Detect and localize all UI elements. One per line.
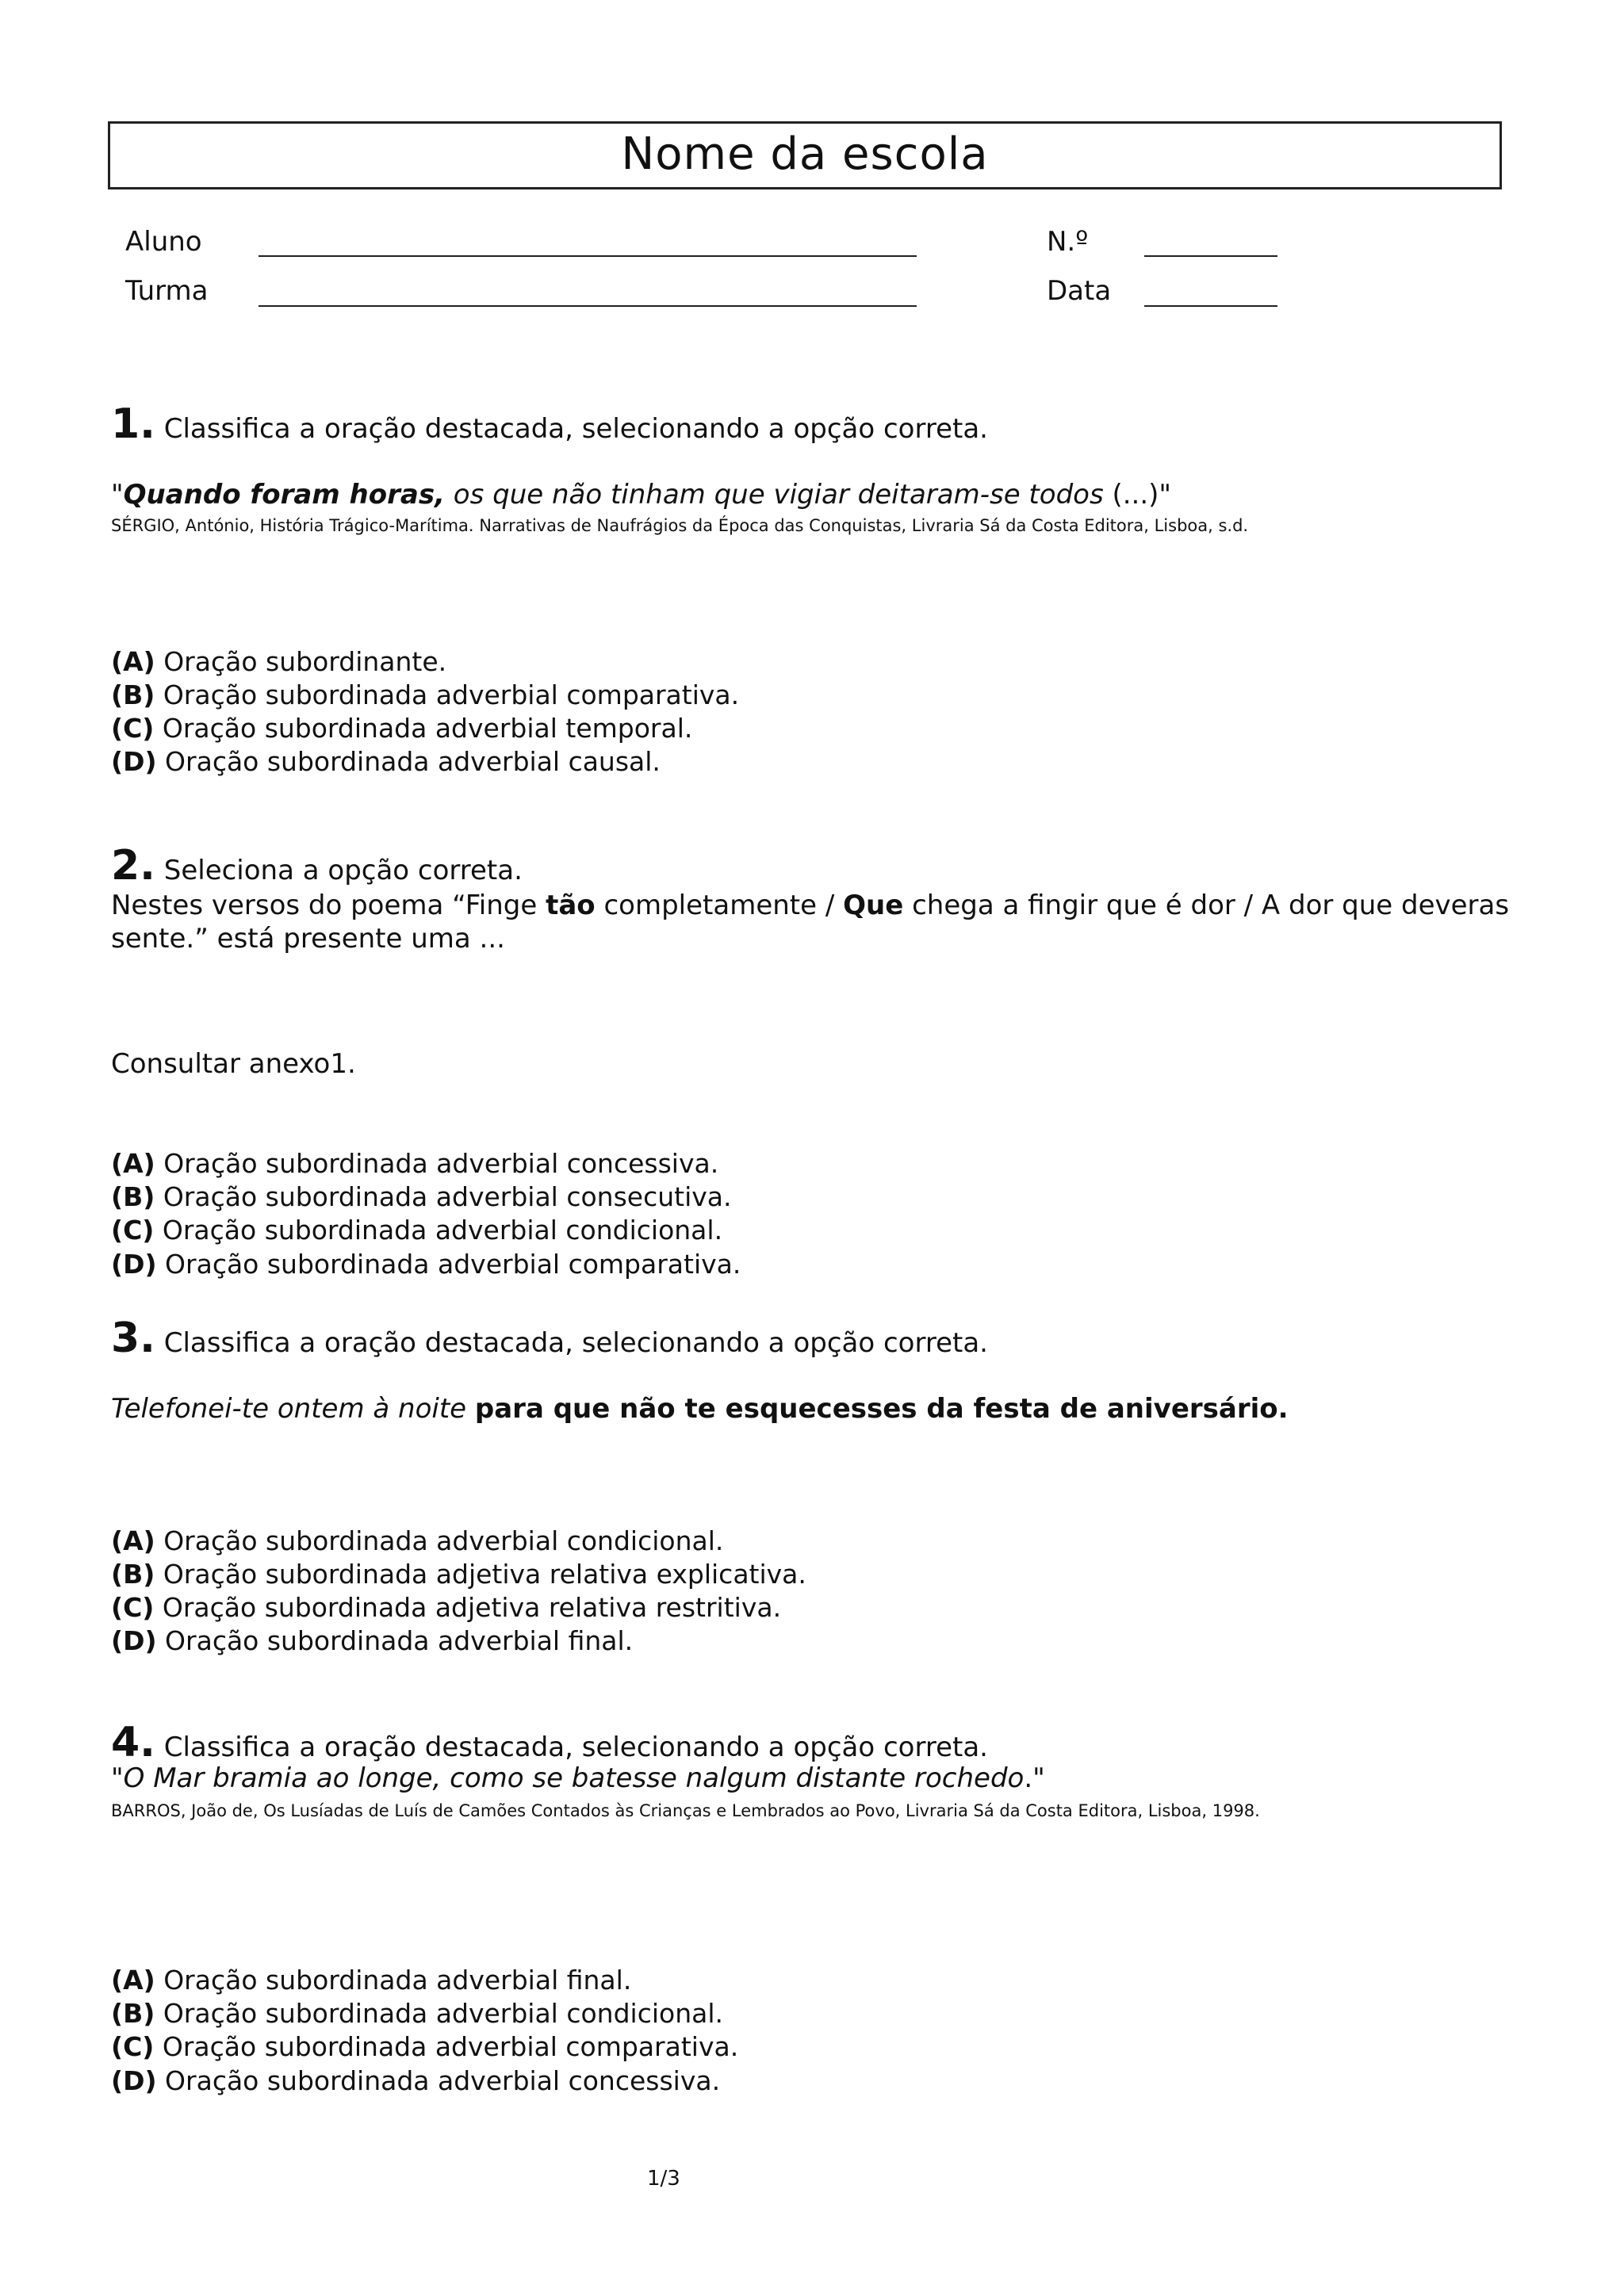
option-text: Oração subordinante. — [155, 646, 447, 677]
question-1-option-d[interactable] — [111, 746, 661, 777]
option-text: Oração subordinada adverbial concessiva. — [156, 2065, 721, 2096]
option-text: Oração subordinada adverbial consecutiva. — [155, 1181, 732, 1212]
option-letter: (D) — [111, 1625, 157, 1656]
question-1-quote — [111, 479, 1171, 511]
question-4-option-c[interactable] — [111, 2031, 738, 2062]
question-2-prompt: Seleciona a opção correta. — [163, 855, 523, 886]
option-letter: (C) — [111, 1215, 155, 1246]
question-4-heading — [111, 1719, 988, 1766]
option-letter: (C) — [111, 1592, 155, 1623]
question-1-number: 1. — [111, 400, 155, 448]
question-1-option-c[interactable] — [111, 713, 692, 744]
highlighted-word: tão — [546, 890, 596, 921]
question-4-quote — [111, 1762, 1045, 1794]
question-1-heading — [111, 400, 988, 448]
question-4-quote-text: O Mar bramia ao longe, como se batesse nalgum distante rochedo — [123, 1762, 1025, 1794]
option-text: Oração subordinada adverbial temporal. — [154, 713, 693, 744]
data-label: Data — [1047, 275, 1112, 307]
highlighted-word: Que — [843, 890, 904, 921]
option-letter: (A) — [111, 1965, 155, 1996]
page-number: 1/3 — [647, 2167, 680, 2191]
question-3-number: 3. — [111, 1314, 155, 1362]
option-letter: (C) — [111, 2031, 155, 2062]
option-text: Oração subordinada adverbial concessiva. — [155, 1148, 719, 1179]
option-letter: (B) — [111, 1559, 155, 1590]
quote-mark: " — [111, 1762, 124, 1794]
option-letter: (D) — [111, 746, 157, 777]
question-3-highlighted-clause: para que não te esquecesses da festa de aniversário. — [474, 1393, 1289, 1425]
numero-label: N.º — [1047, 226, 1089, 258]
question-4-option-d[interactable] — [111, 2065, 720, 2096]
question-3-option-c[interactable] — [111, 1592, 781, 1623]
question-1-option-a[interactable] — [111, 646, 446, 677]
quote-mark: " — [111, 479, 124, 511]
question-1-quote-rest: os que não tinham que vigiar deitaram-se todos — [444, 479, 1104, 511]
option-text: Oração subordinada adverbial final. — [156, 1625, 634, 1656]
question-4-quote-end: ." — [1024, 1762, 1045, 1794]
question-2-heading — [111, 842, 523, 890]
option-text: Oração subordinada adverbial condicional. — [154, 1215, 723, 1246]
numero-field-line[interactable] — [1144, 255, 1277, 257]
question-1-highlighted-clause: Quando foram horas, — [123, 479, 445, 511]
question-1-option-b[interactable] — [111, 679, 739, 710]
question-2-text-line-2: sente.” está presente uma ... — [111, 923, 505, 955]
option-letter: (C) — [111, 713, 155, 744]
option-text: Oração subordinada adverbial comparativa. — [154, 2031, 739, 2062]
option-letter: (A) — [111, 1148, 155, 1179]
question-3-option-d[interactable] — [111, 1625, 633, 1656]
text-segment: chega a fingir que é dor / A dor que deveras — [903, 890, 1510, 921]
option-letter: (A) — [111, 646, 155, 677]
option-text: Oração subordinada adverbial condicional. — [155, 1998, 723, 2029]
aluno-field-line[interactable] — [259, 255, 917, 257]
question-2-option-d[interactable] — [111, 1249, 741, 1280]
option-text: Oração subordinada adverbial condicional. — [155, 1525, 724, 1556]
option-text: Oração subordinada adjetiva relativa explicativa. — [155, 1559, 806, 1590]
question-3-option-a[interactable] — [111, 1525, 723, 1556]
option-letter: (D) — [111, 1249, 157, 1280]
option-text: Oração subordinada adjetiva relativa restritiva. — [154, 1592, 782, 1623]
question-3-heading — [111, 1314, 988, 1362]
option-letter: (B) — [111, 1181, 155, 1212]
question-3-prompt: Classifica a oração destacada, selecionando a opção correta. — [163, 1327, 988, 1359]
question-2-option-a[interactable] — [111, 1148, 718, 1179]
question-4-option-a[interactable] — [111, 1965, 631, 1996]
option-letter: (A) — [111, 1525, 155, 1556]
option-letter: (B) — [111, 1998, 155, 2029]
question-3-sentence — [111, 1393, 1289, 1425]
question-1-source: SÉRGIO, António, História Trágico-Marítima. Narrativas de Naufrágios da Época das Conquistas, Livraria Sá da Costa Editora, Lisboa, s.d. — [111, 516, 1249, 535]
question-1-quote-end: (...)" — [1103, 479, 1172, 511]
school-name: Nome da escola — [621, 128, 989, 180]
option-letter: (D) — [111, 2065, 157, 2096]
option-text: Oração subordinada adverbial comparativa. — [156, 1249, 741, 1280]
question-1-prompt: Classifica a oração destacada, selecionando a opção correta. — [163, 413, 988, 445]
question-4-number: 4. — [111, 1719, 155, 1766]
question-2-text-line-1 — [111, 890, 1509, 921]
turma-label: Turma — [125, 275, 209, 307]
question-3-option-b[interactable] — [111, 1559, 806, 1590]
turma-field-line[interactable] — [259, 305, 917, 307]
text-segment: completamente / — [595, 890, 844, 921]
option-text: Oração subordinada adverbial final. — [155, 1965, 632, 1996]
option-letter: (B) — [111, 679, 155, 710]
question-2-number: 2. — [111, 842, 155, 890]
data-field-line[interactable] — [1144, 305, 1277, 307]
sentence-main-clause: Telefonei-te ontem à noite — [111, 1393, 475, 1425]
text-segment: Nestes versos do poema “Finge — [111, 890, 546, 921]
question-2-annex-note: Consultar anexo1. — [111, 1048, 356, 1080]
option-text: Oração subordinada adverbial causal. — [156, 746, 661, 777]
question-4-prompt: Classifica a oração destacada, selecionando a opção correta. — [163, 1732, 988, 1763]
school-name-box — [108, 121, 1502, 189]
option-text: Oração subordinada adverbial comparativa. — [155, 679, 740, 710]
question-4-source: BARROS, João de, Os Lusíadas de Luís de Camões Contados às Crianças e Lembrados ao Povo, Livraria Sá da Costa Editora, Lisboa, 1998. — [111, 1801, 1260, 1820]
question-4-option-b[interactable] — [111, 1998, 723, 2029]
aluno-label: Aluno — [125, 226, 202, 258]
question-2-option-c[interactable] — [111, 1215, 722, 1246]
question-2-option-b[interactable] — [111, 1181, 732, 1212]
